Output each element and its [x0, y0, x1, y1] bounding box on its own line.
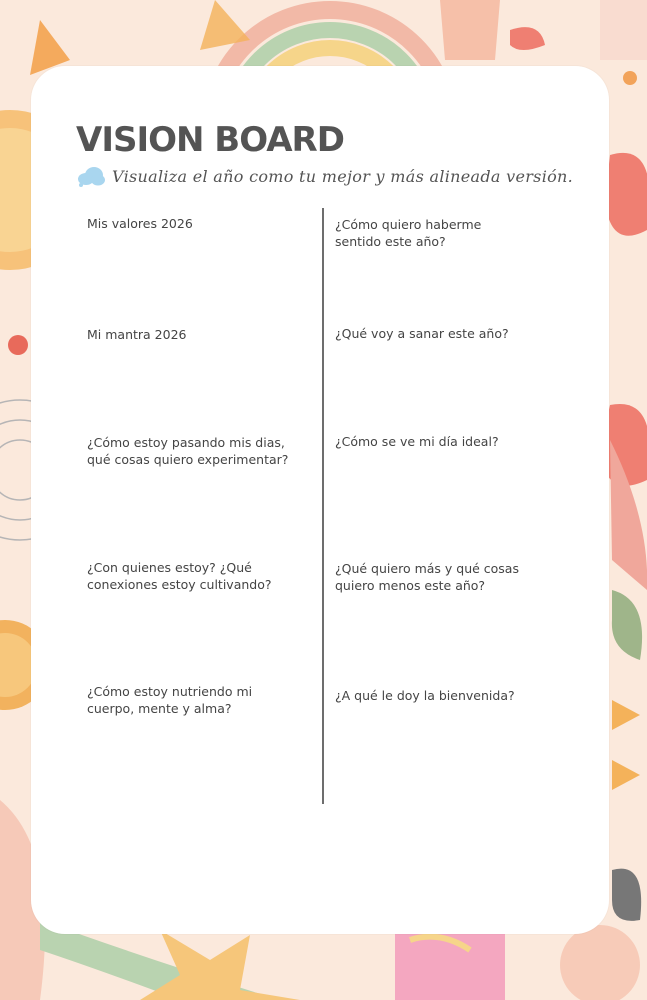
- subtitle-row: [76, 160, 573, 192]
- worksheet-card: [31, 66, 609, 934]
- cloud-icon: [76, 164, 106, 188]
- prompt-left-5: ¿Cómo estoy nutriendo mi cuerpo, mente y alma?: [87, 684, 253, 716]
- prompt-right-5: ¿A qué le doy la bienvenida?: [335, 688, 515, 703]
- prompt-right-3: ¿Cómo se ve mi día ideal?: [335, 434, 499, 449]
- column-divider: [322, 208, 324, 804]
- prompt-left-4: ¿Con quienes estoy? ¿Qué conexiones estoy cultivando?: [87, 560, 272, 592]
- prompt-left-1: Mis valores 2026: [87, 216, 193, 231]
- page-title: VISION BOARD: [76, 120, 344, 160]
- prompt-left-2: Mi mantra 2026: [87, 327, 187, 342]
- prompt-right-4: ¿Qué quiero más y qué cosas quiero menos este año?: [335, 561, 519, 593]
- prompt-right-1: ¿Cómo quiero haberme sentido este año?: [335, 217, 482, 249]
- subtitle: Visualiza el año como tu mejor y más alineada versión.: [112, 166, 574, 186]
- prompt-right-2: ¿Qué voy a sanar este año?: [335, 326, 509, 341]
- prompt-left-3: ¿Cómo estoy pasando mis dias, qué cosas quiero experimentar?: [87, 435, 289, 467]
